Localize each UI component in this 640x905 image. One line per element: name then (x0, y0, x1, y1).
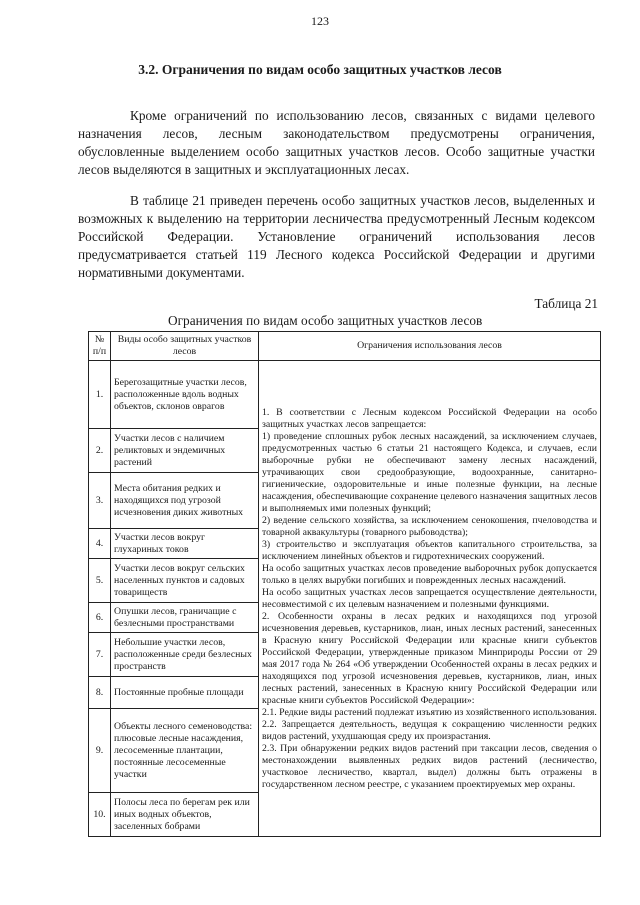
restriction-text: 1) проведение сплошных рубок лесных насаждений, за исключением случаев, предусмотренных частью 6 статьи 21 настоящего Кодекса, и случаев, если выборочные рубки не обеспечивают замену лесных насаждений, утрачивающих свои средообразующие, водоохранные, санитарно-гигиенические, оздоровительные и иные полезные функции, на лесные насаждения, обеспечивающие сохранение целевого назначения защитных лесов и выполняемых ими полезных функций; (262, 430, 597, 514)
restriction-text: 2. Особенности охраны в лесах редких и находящихся под угрозой исчезновения деревьев, кустарников, лиан, иных лесных растений, занесенных в Красную книгу Российской Федерации или красные книги субъектов Российской Федерации, утвержденные приказом Минприроды России от 29 мая 2017 года № 264 «Об утверждении Особенностей охраны в лесах редких и находящихся под угрозой исчезновения деревьев, кустарников, лиан, иных лесных растений, занесенных в Красную книгу Российской Федерации или красные книги субъектов Российской Федерации»: (262, 610, 597, 706)
row-num: 9. (89, 709, 111, 793)
paragraph-2-text: В таблице 21 приведен перечень особо защитных участков лесов, выделенных и возможных к выделению на территории лесничества предусмотренный Лесным кодексом Российской Федерации. Установление ограничений использования лесов предусматривается статьей 119 Лесного кодекса Российской Федерации и другими нормативными документами. (78, 193, 595, 280)
table-caption: Ограничения по видам особо защитных участков лесов (168, 313, 483, 328)
row-num: 2. (89, 429, 111, 473)
restriction-text: 2.3. При обнаружении редких видов растений при таксации лесов, сведения о местонахождении выявленных редких видов растений (лесничество, участковое лесничество, квартал, выдел) должны быть отражены в государственном лесном реестре, с указанием проектируемых мер охраны. (262, 742, 597, 790)
restriction-text: 3) строительство и эксплуатация объектов капитального строительства, за исключением линейных объектов и гидротехнических сооружений. (262, 538, 597, 562)
row-name: Участки лесов с наличием реликтовых и эндемичных растений (111, 429, 259, 473)
table-row (89, 361, 601, 429)
row-num: 6. (89, 603, 111, 633)
restriction-text: 2.2. Запрещается деятельность, ведущая к сокращению численности редких видов растений, ухудшающая среду их произрастания. (262, 718, 597, 742)
restriction-text: 1. В соответствии с Лесным кодексом Российской Федерации на особо защитных участках лесов запрещается: (262, 406, 597, 430)
row-name: Постоянные пробные площади (111, 677, 259, 709)
header-num: № п/п (89, 332, 111, 361)
table-header-row (89, 332, 601, 361)
row-name: Опушки лесов, граничащие с безлесными пространствами (111, 603, 259, 633)
paragraph-1-text: Кроме ограничений по использованию лесов, связанных с видами целевого назначения лесов, лесным законодательством предусмотрены ограничения, обусловленные выделением особо защитных участков лесов. Особо защитные участки лесов выделяются в защитных и эксплуатационных лесах. (78, 108, 595, 177)
section-title: 3.2. Ограничения по видам особо защитных участков лесов (138, 62, 502, 77)
restriction-text: На особо защитных участках лесов проведение выборочных рубок допускается только в целях вырубки погибших и поврежденных лесных насаждений. (262, 562, 597, 586)
table-label: Таблица 21 (534, 296, 598, 311)
row-num: 4. (89, 529, 111, 559)
paragraph-2 (78, 192, 595, 282)
row-name: Участки лесов вокруг глухариных токов (111, 529, 259, 559)
row-name: Полосы леса по берегам рек или иных водных объектов, заселенных бобрами (111, 793, 259, 837)
row-num: 10. (89, 793, 111, 837)
row-num: 3. (89, 473, 111, 529)
row-name: Небольшие участки лесов, расположенные среди безлесных пространств (111, 633, 259, 677)
row-num: 7. (89, 633, 111, 677)
row-num: 1. (89, 361, 111, 429)
page-number: 123 (311, 14, 329, 28)
row-name: Объекты лесного семеноводства: плюсовые лесные насаждения, лесосеменные плантации, постоянные лесосеменные участки (111, 709, 259, 793)
row-num: 8. (89, 677, 111, 709)
paragraph-1 (78, 107, 595, 179)
row-num: 5. (89, 559, 111, 603)
header-name: Виды особо защитных участков лесов (111, 332, 259, 361)
header-restrictions: Ограничения использования лесов (259, 332, 601, 361)
restriction-text: На особо защитных участках лесов запрещается осуществление деятельности, несовместимой с их целевым назначением и полезными функциями. (262, 586, 597, 610)
row-name: Места обитания редких и находящихся под угрозой исчезновения диких животных (111, 473, 259, 529)
restriction-text: 2.1. Редкие виды растений подлежат изъятию из хозяйственного использования. (262, 706, 597, 718)
row-name: Участки лесов вокруг сельских населенных пунктов и садовых товариществ (111, 559, 259, 603)
row-name: Берегозащитные участки лесов, расположенные вдоль водных объектов, склонов оврагов (111, 361, 259, 429)
restrictions-cell (259, 361, 601, 837)
restrictions-table (88, 331, 601, 837)
restriction-text: 2) ведение сельского хозяйства, за исключением сенокошения, пчеловодства и товарной аквакультуры (товарного рыбоводства); (262, 514, 597, 538)
